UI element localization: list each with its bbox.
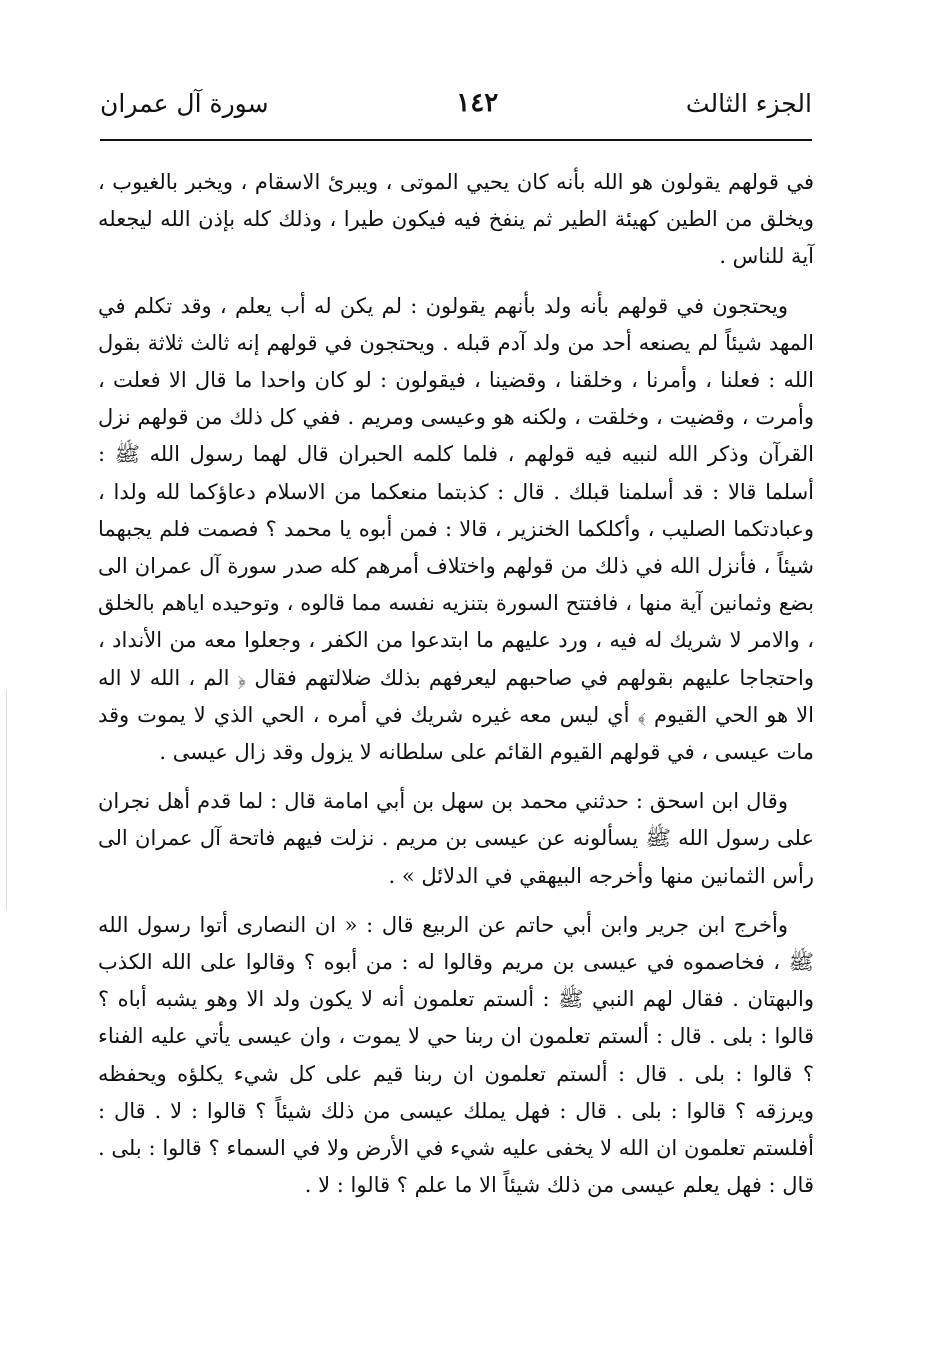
paragraph-4: وأخرج ابن جرير وابن أبي حاتم عن الربيع قال : « ان النصارى أتوا رسول الله ﷺ ، فخاصموه في عيسى بن مريم وقالوا له : من أبوه ؟ وقالوا على الله الكذب والبهتان . فقال لهم النبي ﷺ : ألستم تعلمون أنه لا يكون ولد الا وهو يشبه أباه ؟ قالوا : بلى . قال : ألستم تعلمون ان ربنا حي لا يموت ، وان عيسى يأتي عليه الفناء ؟ قالوا : بلى . قال : ألستم تعلمون ان ربنا قيم على كل شيء يكلؤه ويحفظه ويرزقه ؟ قالوا : بلى . قال : فهل يملك عيسى من ذلك شيئاً ؟ قالوا : لا . قال : أفلستم تعلمون ان الله لا يخفى عليه شيء في الأرض ولا في السماء ؟ قالوا : بلى . قال : فهل يعلم عيسى من ذلك شيئاً الا ما علم ؟ قالوا : لا .: [98, 912, 814, 1198]
header-divider: [100, 139, 812, 141]
paragraph-2: ويحتجون في قولهم بأنه ولد بأنهم يقولون : لم يكن له أب يعلم ، وقد تكلم في المهد شيئاً لم يصنعه أحد من ولد آدم قبله . ويحتجون في قولهم إنه ثالث ثلاثة بقول الله : فعلنا ، وأمرنا ، وخلقنا ، وقضينا ، فيقولون : لو كان واحدا ما قال الا فعلت ، وأمرت ، وقضيت ، وخلقت ، ولكنه هو وعيسى ومريم . ففي كل ذلك من قولهم نزل القرآن وذكر الله لنبيه فيه قولهم ، فلما كلمه الحبران قال لهما رسول الله ﷺ : أسلما قالا : قد أسلمنا قبلك . قال : كذبتما منعكما من الاسلام دعاؤكما لله ولدا ، وعبادتكما الصليب ، وأكلكما الخنزير ، قالا : فمن أبوه يا محمد ؟ فصمت فلم يجبهما شيئاً ، فأنزل الله في ذلك من قولهم واختلاف أمرهم كله صدر سورة آل عمران الى بضع وثمانين آية منها ، فافتتح السورة بتنزيه نفسه مما قالوه ، وتوحيده اياهم بالخلق ، والامر لا شريك له فيه ، ورد عليهم ما ابتدعوا من الكفر ، وجعلوا معه من الأنداد ، واحتجاجا عليهم بقولهم في صاحبهم ليعرفهم بذلك ضلالتهم فقال ﴿ الم ، الله لا اله الا هو الحي القيوم ﴾ أي ليس معه غيره شريك في أمره ، الحي الذي لا يموت وقد مات عيسى ، في قولهم القيوم القائم على سلطانه لا يزول وقد زال عيسى .: [98, 293, 814, 765]
page-body: [98, 164, 814, 1216]
page-number: ١٤٢: [456, 88, 499, 118]
header-surah-label: سورة آل عمران: [100, 88, 269, 118]
header-part-label: الجزء الثالث: [685, 88, 812, 118]
paragraph-3: وقال ابن اسحق : حدثني محمد بن سهل بن أبي امامة قال : لما قدم أهل نجران على رسول الله ﷺ يسألونه عن عيسى بن مريم . نزلت فيهم فاتحة آل عمران الى رأس الثمانين منها وأخرجه البيهقي في الدلائل » .: [98, 789, 814, 888]
paragraph-1: في قولهم يقولون هو الله بأنه كان يحيي الموتى ، ويبرئ الاسقام ، ويخبر بالغيوب ، ويخلق من الطين كهيئة الطير ثم ينفخ فيه فيكون طيرا ، وذلك كله بإذن الله ليجعله آية للناس .: [98, 170, 814, 269]
scan-margin-line: [6, 690, 7, 910]
page-header: [100, 78, 812, 128]
